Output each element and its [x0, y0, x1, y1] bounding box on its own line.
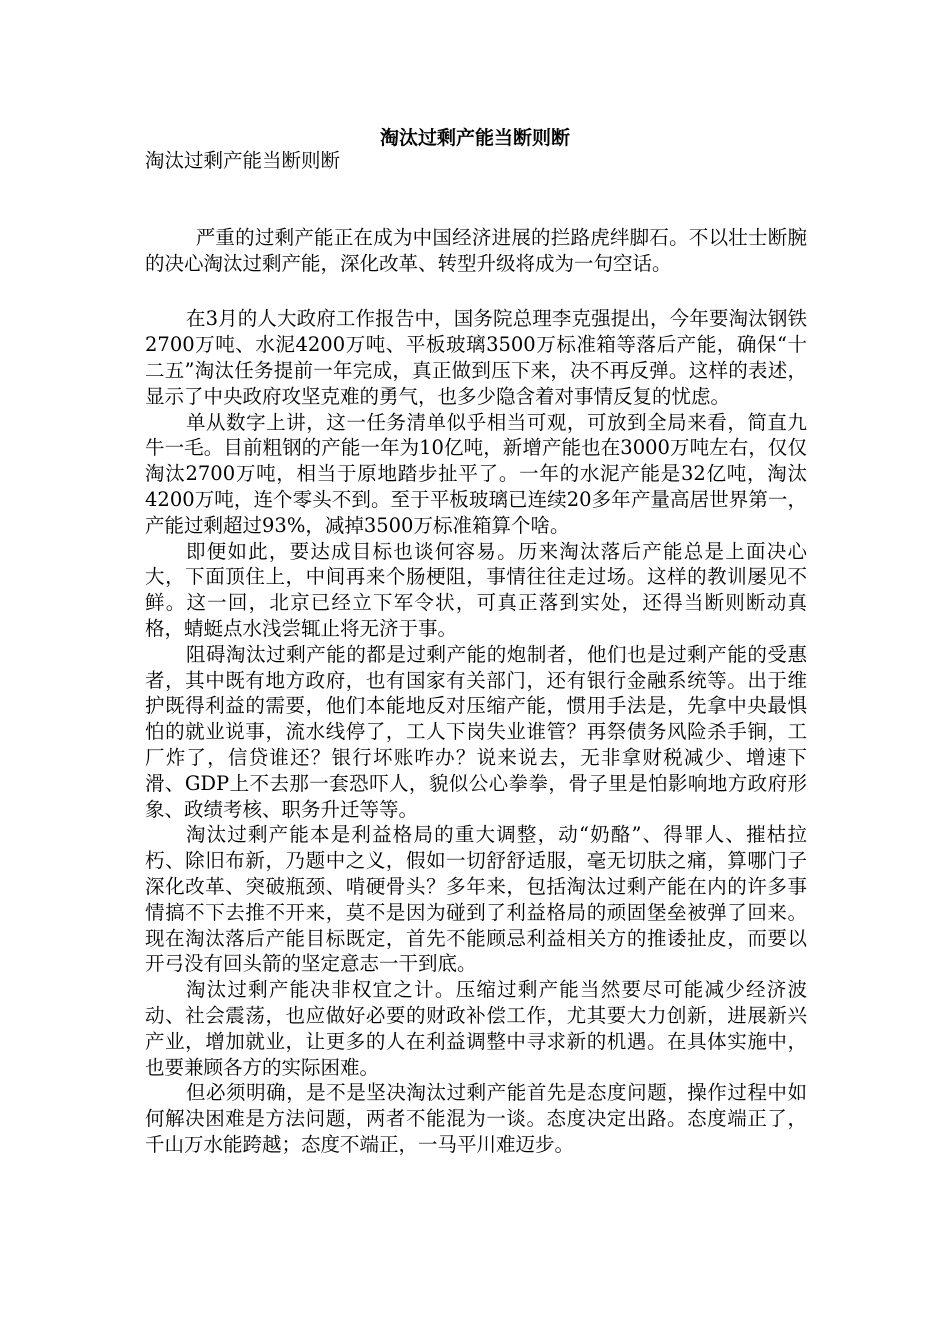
paragraph-7: 淘汰过剩产能决非权宜之计。压缩过剩产能当然要尽可能减少经济波动、社会震荡，也应做好必要的财政补偿工作，尤其要大力创新，进展新兴产业，增加就业，让更多的人在利益调整中寻求新的机遇。在具体实施中，也要兼顾各方的实际困难。: [145, 978, 807, 1079]
paragraph-5: 阻碍淘汰过剩产能的都是过剩产能的炮制者，他们也是过剩产能的受惠者，其中既有地方政府，也有国家有关部门，还有银行金融系统等。出于维护既得利益的需要，他们本能地反对压缩产能，惯用手法是，先拿中央最惧怕的就业说事，流水线停了，工人下岗失业谁管？再祭债务风险杀手锏，工厂炸了，信贷谁还？银行坏账咋办？说来说去，无非拿财税减少、增速下滑、GDP上不去那一套恐吓人，貌似公心拳拳，骨子里是怕影响地方政府形象、政绩考核、职务升迁等等。: [145, 642, 807, 821]
paragraph-6: 淘汰过剩产能本是利益格局的重大调整，动“奶酪”、得罪人、摧枯拉朽、除旧布新，乃题中之义，假如一切舒舒适服，毫无切肤之痛，算哪门子深化改革、突破瓶颈、啃硬骨头？多年来，包括淘汰过剩产能在内的许多事情搞不下去推不开来，莫不是因为碰到了利益格局的顽固堡垒被弹了回来。现在淘汰落后产能目标既定，首先不能顾忌利益相关方的推诿扯皮，而要以开弓没有回头箭的坚定意志一干到底。: [145, 823, 807, 976]
document-subtitle: 淘汰过剩产能当断则断: [145, 149, 341, 172]
spacer: [145, 174, 807, 225]
paragraph-4: 即便如此，要达成目标也谈何容易。历来淘汰落后产能总是上面决心大，下面顶住上，中间再来个肠梗阻，事情往往走过场。这样的教训屡见不鲜。这一回，北京已经立下军令状，可真正落到实处，还得当断则断动真格，蜻蜓点水浅尝辄止将无济于事。: [145, 539, 807, 640]
paragraph-3: 单从数字上讲，这一任务清单似乎相当可观，可放到全局来看，简直九牛一毛。目前粗钢的产能一年为10亿吨，新增产能也在3000万吨左右，仅仅淘汰2700万吨，相当于原地踏步扯平了。一年的水泥产能是32亿吨，淘汰4200万吨，连个零头不到。至于平板玻璃已连续20多年产量高居世界第一，产能过剩超过93%，减掉3500万标准箱算个啥。: [145, 410, 807, 537]
document-title: 淘汰过剩产能当断则断: [379, 127, 570, 149]
spacer: [145, 276, 807, 306]
paragraph-2: 在3月的人大政府工作报告中，国务院总理李克强提出，今年要淘汰钢铁2700万吨、水泥4200万吨、平板玻璃3500万标准箱等落后产能，确保“十二五”淘汰任务提前一年完成，真正做到压下来，决不再反弹。这样的表述，显示了中央政府攻坚克难的勇气，也多少隐含着对事情反复的忧虑。: [145, 307, 807, 408]
paragraph-1: 严重的过剩产能正在成为中国经济进展的拦路虎绊脚石。不以壮士断腕的决心淘汰过剩产能，深化改革、转型升级将成为一句空话。: [145, 225, 807, 275]
document-body: [145, 148, 807, 1158]
paragraph-8: 但必须明确，是不是坚决淘汰过剩产能首先是态度问题，操作过程中如何解决困难是方法问题，两者不能混为一谈。态度决定出路。态度端正了，千山万水能跨越；态度不端正，一马平川难迈步。: [145, 1081, 807, 1156]
